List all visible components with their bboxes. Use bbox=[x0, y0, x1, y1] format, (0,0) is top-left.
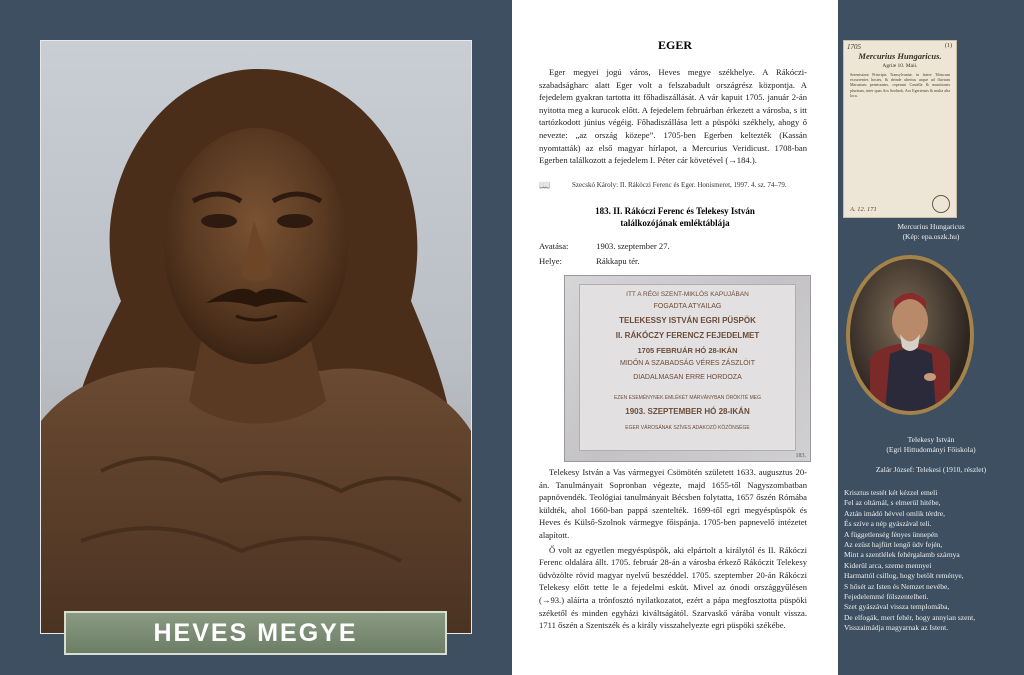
portrait-caption-source: (Egri Hittudományi Főiskola) bbox=[886, 445, 976, 454]
poem-line: Fejedelemmé fölszentelheti. bbox=[844, 592, 929, 602]
newspaper-footer: A. 12. 171 bbox=[850, 206, 877, 213]
biography bbox=[539, 466, 807, 632]
newspaper-body: Serenissimi Principis Transylvaniæ, in latere Tibiscum excurrentes hostes, & deinde ulterius usque ad fluvium Marusium penetrantes, ceperunt Castella & munitiones plurimas, inter quas Arx Szolnok, Arx Egeriensis & multa alia loca. bbox=[850, 72, 950, 98]
memorial-plaque bbox=[564, 275, 811, 462]
portrait-caption bbox=[838, 435, 1024, 455]
poem-line: Harmattól csillog, hogy betölt reménye, bbox=[844, 571, 964, 581]
stamp-icon bbox=[932, 195, 950, 213]
intro-text: Eger megyei jogú város, Heves megye székhelye. A Rákóczi-szabadságharc alatt Eger volt a felszabadult országrész központja. A fejedelem gyakran tartotta itt főhadiszállását. A vár kapuit 1705. január 2-án nyitotta meg a kurucok előtt. A fejedelem februárban érkezett a városba, s itt tartózkodott június végéig. Főhadiszállása lett a püspöki székhely, ahogy ő nevezte: „az ország közepe”. 1705-ben Egerben keltezték (Kassán nyomtatták) az első magyar hírlapot, a Mercurius Veridicust. 1708-ban Egerben találkozott a fejedelem I. Péter cár követével (→184.). bbox=[539, 67, 807, 166]
unveiling-row bbox=[539, 241, 670, 251]
plaque-line: EZEN ESEMÉNYNEK EMLÉKÉT MÁRVÁNYBAN ÖRÖKÍTÉ MEG bbox=[613, 395, 762, 401]
plaque-number: 183. bbox=[795, 453, 806, 459]
poem-line: Az ezüst hajfürt lengő üdv fején, bbox=[844, 540, 943, 550]
poem-line: Mint a szentlélek fehérgalamb szárnya bbox=[844, 550, 960, 560]
unveiling-value: 1903. szeptember 27. bbox=[596, 241, 670, 251]
poem-line: De elfogák, mert fehér, hogy annyian szent, bbox=[844, 612, 976, 622]
text-page bbox=[512, 0, 838, 675]
newspaper-page: (1) bbox=[945, 43, 952, 49]
section-title-line-2: találkozójának emléktáblája bbox=[620, 218, 730, 228]
plaque-stone bbox=[579, 284, 796, 451]
poem-title: Zalár József: Telekesi (1910, részlet) bbox=[875, 465, 987, 474]
poem-line: Fel az oltárnál, s elmerül hitébe, bbox=[844, 498, 941, 508]
poem-line: S hősét az Isten és Nemzet nevébe, bbox=[844, 581, 950, 591]
poem-line: Kiderül arca, szeme mennyei bbox=[844, 560, 932, 570]
biography-paragraph-2: Ő volt az egyetlen megyéspüspök, aki elpártolt a királytól és II. Rákóczi Ferenc oldalára állt. 1705. február 28-án a városba érkező Rákóczit Telekesy üdvözölte rövid magyar nyelvű beszéddel. 1705. szeptember 20-án Rákóczi Telekesy előtt tette le a fejedelmi esküt. Mivel az ónodi országgyűlésen (→93.) aláírta a trónfosztó nyilatkozatot, ezért a pápa megfosztotta püspöki széketől és minden egyházi kiváltságától. Szarvaskő várába vonult vissza. 1711 őszén a Szentszék és a király visszahelyezte egri püspöki székébe. bbox=[539, 544, 807, 631]
newspaper-image bbox=[843, 40, 957, 218]
location-label: Helye: bbox=[539, 256, 562, 266]
newspaper-title: Mercurius Hungaricus. bbox=[858, 51, 942, 61]
statue-illustration bbox=[41, 41, 471, 633]
plaque-line: 1705 FEBRUÁR HÓ 28-IKÁN bbox=[637, 346, 738, 355]
right-sidebar bbox=[838, 0, 1024, 675]
poem-line: És szíve a nép gyászával teli. bbox=[844, 519, 932, 529]
book-icon: 📖 bbox=[539, 180, 551, 190]
newspaper-caption bbox=[838, 222, 1024, 242]
section-title-line-1: 183. II. Rákóczi Ferenc és Telekesy István bbox=[595, 206, 755, 216]
poem-line: Aztán imádó hévvel omlik térdre, bbox=[844, 508, 946, 518]
poem-line: Visszaimádja magyarnak az Istent. bbox=[844, 623, 949, 633]
poem-line: Szet gyászával vissza templomába, bbox=[844, 602, 950, 612]
portrait-caption-name: Telekesy István bbox=[907, 435, 955, 444]
plaque-line: ITT A RÉGI SZENT-MIKLÓS KAPUJÁBAN bbox=[626, 291, 749, 298]
newspaper-subtitle: Agriæ 10. Maii. bbox=[882, 63, 918, 69]
poem bbox=[844, 488, 1020, 634]
plaque-line: TELEKESSY ISTVÁN EGRI PÜSPÖK bbox=[619, 316, 756, 325]
newspaper-year: 1705 bbox=[847, 43, 861, 51]
section-title bbox=[512, 205, 838, 229]
newspaper-caption-title: Mercurius Hungaricus bbox=[897, 222, 965, 231]
county-banner bbox=[64, 611, 447, 655]
location-row bbox=[539, 256, 640, 266]
location-value: Rákkapu tér. bbox=[596, 256, 640, 266]
page-title: EGER bbox=[657, 38, 692, 52]
portrait-painting bbox=[846, 255, 974, 415]
intro-paragraph bbox=[539, 66, 807, 167]
poem-line: A függetlenség fényes ünnepén bbox=[844, 529, 938, 539]
plaque-line: DIADALMASAN ERRE HORDOZA bbox=[633, 374, 742, 381]
plaque-line: FOGADTA ATYAILAG bbox=[653, 303, 722, 310]
biography-paragraph-1: Telekesy István a Vas vármegyei Csömötén született 1633. augusztus 20-án. Tanulmányait Sopronban végezte, majd 1655-től Nagyszombatban papnövendék. Teológiai tanulmányait Bécsben folytatta, 1657 őszén Rómába küldték, ahol 1660-ban pappá szentelték. 1699-től egri megyéspüspök és Heves és Külső-Szolnok vármegye főispánja. 1705-ben papnevelő intézetet alapított. bbox=[539, 467, 807, 540]
poem-line: Krisztus testét két kézzel emeli bbox=[844, 488, 938, 497]
unveiling-label: Avatása: bbox=[539, 241, 569, 251]
plaque-line: 1903. SZEPTEMBER HÓ 28-IKÁN bbox=[625, 407, 750, 416]
reference: Szecskó Károly: II. Rákóczi Ferenc és Eger. Honismeret, 1997. 4. sz. 74–79. bbox=[572, 181, 787, 189]
newspaper-caption-source: (Kép: epa.oszk.hu) bbox=[902, 232, 960, 241]
bishop-portrait bbox=[850, 259, 970, 411]
statue-photo bbox=[40, 40, 472, 634]
plaque-line: EGER VÁROSÁNAK SZÍVES ADAKOZÓ KÖZÖNSÉGE bbox=[625, 425, 750, 431]
plaque-line: MIDŐN A SZABADSÁG VÉRES ZÁSZLÓIT bbox=[620, 360, 755, 367]
plaque-line: II. RÁKÓCZY FERENCZ FEJEDELMET bbox=[615, 331, 760, 340]
county-banner-text: HEVES MEGYE bbox=[153, 618, 358, 647]
